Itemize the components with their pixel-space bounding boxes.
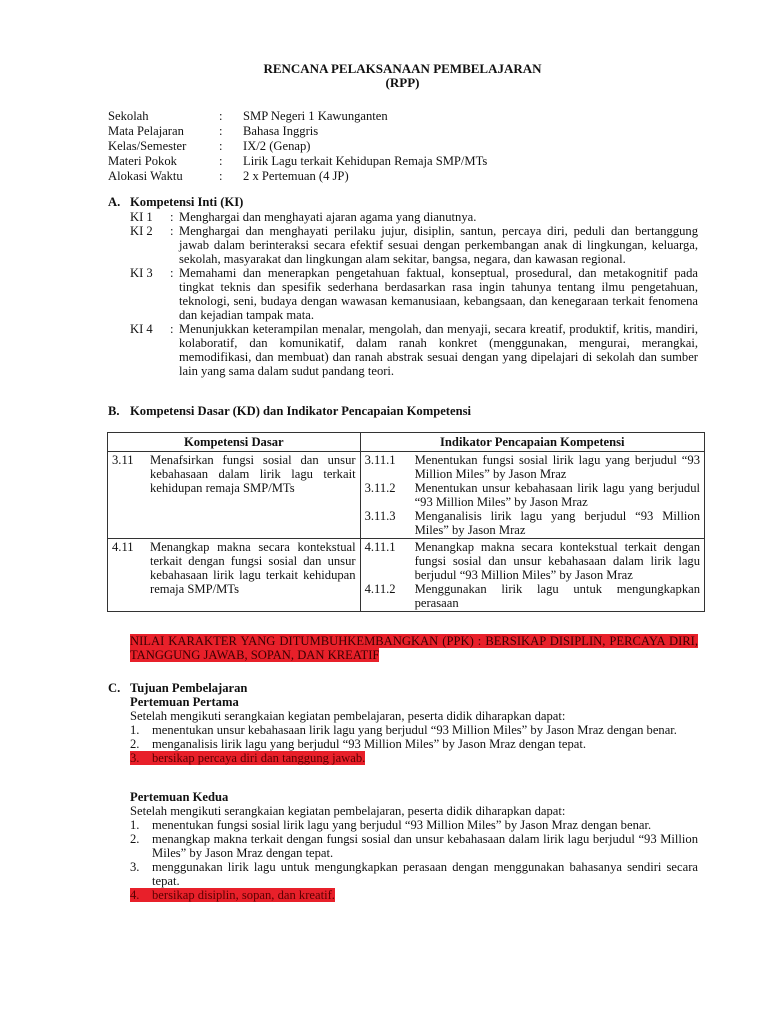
list-item	[130, 737, 698, 751]
section-title: Kompetensi Inti (KI)	[130, 195, 244, 209]
kd-cell	[108, 539, 361, 612]
indicator-number: 3.11.2	[364, 481, 396, 495]
ki-colon: :	[170, 322, 174, 336]
identity-value: Lirik Lagu terkait Kehidupan Remaja SMP/MTs	[243, 154, 488, 168]
ki-item	[130, 210, 698, 224]
identity-key: Materi Pokok	[108, 154, 177, 168]
meeting-2-intro: Setelah mengikuti serangkaian kegiatan pembelajaran, peserta didik diharapkan dapat:	[130, 804, 566, 818]
ki-code: KI 2	[130, 224, 153, 238]
ki-text: Menunjukkan keterampilan menalar, mengolah, dan menyaji, secara kreatif, produktif, kritis, mandiri, kolaboratif, dan komunikatif, dalam ranah konkret (menggunakan, mengurai, merangkai, memodifikasi, dan membuat) dan ranah abstrak sesuai dengan yang dipelajari di sekolah dan sumber lain yang sama dalam sudut pandang teori.	[179, 322, 698, 378]
table-header-cell: Indikator Pencapaian Kompetensi	[360, 433, 704, 452]
ki-list	[130, 210, 698, 378]
list-item	[130, 723, 698, 737]
ki-code: KI 1	[130, 210, 153, 224]
list-item	[130, 860, 698, 888]
ppk-highlighted-text: NILAI KARAKTER YANG DITUMBUHKEMBANGKAN (PPK) : BERSIKAP DISIPLIN, PERCAYA DIRI, TANGGUNG JAWAB, SOPAN, DAN KREATIF	[130, 634, 698, 662]
identity-colon: :	[219, 139, 223, 153]
list-number: 2.	[130, 832, 140, 846]
ki-item	[130, 322, 698, 378]
ppk-character-values	[130, 634, 698, 662]
list-text: menggunakan lirik lagu untuk mengungkapkan perasaan dengan menggunakan bahasanya sendiri secara tepat.	[152, 860, 698, 888]
kd-number: 4.11	[112, 540, 134, 554]
indicator-item	[365, 453, 700, 481]
indicator-cell	[360, 539, 704, 612]
list-item	[130, 832, 698, 860]
indicator-text: Menangkap makna secara kontekstual terkait dengan fungsi sosial dan unsur kebahasaan dalam lirik lagu berjudul “93 Million Miles” by Jason Mraz	[414, 540, 700, 582]
meeting-1-block	[130, 695, 698, 765]
identity-colon: :	[219, 109, 223, 123]
indicator-text: Menentukan fungsi sosial lirik lagu yang berjudul “93 Million Miles” by Jason Mraz	[414, 453, 700, 481]
ki-text: Menghargai dan menghayati perilaku jujur, disiplin, santun, percaya diri, peduli dan bertanggung jawab dalam berinteraksi secara efektif sesuai dengan perkembangan anak di lingkungan, keluarga, sekolah, masyarakat dan lingkungan alam sekitar, bangsa, negara, dan kawasan regional.	[179, 224, 698, 266]
section-b-heading	[108, 404, 471, 418]
identity-key: Sekolah	[108, 109, 149, 123]
identity-value: SMP Negeri 1 Kawunganten	[243, 109, 388, 123]
kd-text: Menangkap makna secara kontekstual terkait dengan fungsi sosial dan unsur kebahasaan lirik lagu terkait kehidupan remaja SMP/MTs	[150, 540, 356, 596]
table-row	[108, 539, 705, 612]
identity-value: IX/2 (Genap)	[243, 139, 311, 153]
identity-block	[108, 109, 487, 184]
document-subtitle: (RPP)	[385, 75, 420, 90]
meeting-2-title: Pertemuan Kedua	[130, 790, 229, 804]
ki-code: KI 3	[130, 266, 153, 280]
identity-row	[108, 169, 487, 184]
section-title: Kompetensi Dasar (KD) dan Indikator Pencapaian Kompetensi	[130, 404, 471, 418]
meeting-1-title: Pertemuan Pertama	[130, 695, 239, 709]
ki-colon: :	[170, 266, 174, 280]
list-number: 3.	[130, 860, 140, 874]
list-number: 1.	[130, 818, 140, 832]
indicator-item	[365, 540, 700, 582]
list-number: 4.	[130, 888, 152, 902]
indicator-text: Menggunakan lirik lagu untuk mengungkapkan perasaan	[414, 582, 700, 610]
indicator-number: 4.11.2	[364, 582, 396, 596]
kd-table	[107, 432, 705, 612]
ki-text: Memahami dan menerapkan pengetahuan faktual, konseptual, prosedural, dan metakognitif pada tingkat teknis dan spesifik sederhana berdasarkan rasa ingin tahunya tentang ilmu pengetahuan, teknologi, seni, budaya dengan wawasan kemanusiaan, kebangsaan, dan kenegaraan terkait fenomena dan kejadian tampak mata.	[179, 266, 698, 322]
indicator-item	[365, 582, 700, 610]
list-item	[130, 751, 698, 765]
identity-colon: :	[219, 124, 223, 138]
ki-colon: :	[170, 210, 174, 224]
identity-value: Bahasa Inggris	[243, 124, 319, 138]
meeting-1-intro: Setelah mengikuti serangkaian kegiatan pembelajaran, peserta didik diharapkan dapat:	[130, 709, 566, 723]
list-text-highlighted: bersikap disiplin, sopan, dan kreatif.	[152, 888, 335, 902]
identity-colon: :	[219, 169, 223, 183]
indicator-number: 3.11.1	[364, 453, 396, 467]
list-text-highlighted: bersikap percaya diri dan tanggung jawab.	[152, 751, 366, 765]
indicator-cell	[360, 452, 704, 539]
identity-row	[108, 124, 487, 139]
list-text: menentukan fungsi sosial lirik lagu yang berjudul “93 Million Miles” by Jason Mraz dengan benar.	[152, 818, 652, 832]
section-letter: B.	[108, 404, 120, 418]
ki-item	[130, 266, 698, 322]
indicator-number: 3.11.3	[364, 509, 396, 523]
meeting-2-block	[130, 790, 698, 902]
identity-row	[108, 139, 487, 154]
section-letter: A.	[108, 195, 121, 209]
ki-item	[130, 224, 698, 266]
ki-text: Menghargai dan menghayati ajaran agama yang dianutnya.	[179, 210, 477, 224]
table-header-row	[108, 433, 705, 452]
identity-key: Alokasi Waktu	[108, 169, 183, 183]
identity-key: Kelas/Semester	[108, 139, 187, 153]
ki-colon: :	[170, 224, 174, 238]
identity-value: 2 x Pertemuan (4 JP)	[243, 169, 349, 183]
document-title: RENCANA PELAKSANAAN PEMBELAJARAN	[263, 61, 542, 76]
list-text: menganalisis lirik lagu yang berjudul “93 Million Miles” by Jason Mraz dengan tepat.	[152, 737, 587, 751]
table-row	[108, 452, 705, 539]
section-title: Tujuan Pembelajaran	[130, 681, 248, 695]
list-item	[130, 888, 698, 902]
identity-row	[108, 109, 487, 124]
section-letter: C.	[108, 681, 121, 695]
kd-text: Menafsirkan fungsi sosial dan unsur kebahasaan dalam lirik lagu terkait kehidupan remaja SMP/MTs	[150, 453, 356, 495]
indicator-text: Menganalisis lirik lagu yang berjudul “93 Million Miles” by Jason Mraz	[414, 509, 700, 537]
kd-number: 3.11	[112, 453, 134, 467]
list-text: menangkap makna terkait dengan fungsi sosial dan unsur kebahasaan dalam lirik lagu berjudul “93 Million Miles” by Jason Mraz dengan tepat.	[152, 832, 698, 860]
list-number: 2.	[130, 737, 140, 751]
list-number: 1.	[130, 723, 140, 737]
list-text: menentukan unsur kebahasaan lirik lagu yang berjudul “93 Million Miles” by Jason Mraz dengan benar.	[152, 723, 677, 737]
identity-colon: :	[219, 154, 223, 168]
indicator-text: Menentukan unsur kebahasaan lirik lagu yang berjudul “93 Million Miles” by Jason Mraz	[414, 481, 700, 509]
list-item	[130, 818, 698, 832]
identity-key: Mata Pelajaran	[108, 124, 184, 138]
ki-code: KI 4	[130, 322, 153, 336]
kd-cell	[108, 452, 361, 539]
list-number: 3.	[130, 751, 152, 765]
indicator-item	[365, 481, 700, 509]
indicator-number: 4.11.1	[364, 540, 396, 554]
table-header-cell: Kompetensi Dasar	[108, 433, 361, 452]
identity-row	[108, 154, 487, 169]
section-c-heading	[108, 681, 247, 695]
indicator-item	[365, 509, 700, 537]
section-a-heading	[108, 195, 243, 209]
